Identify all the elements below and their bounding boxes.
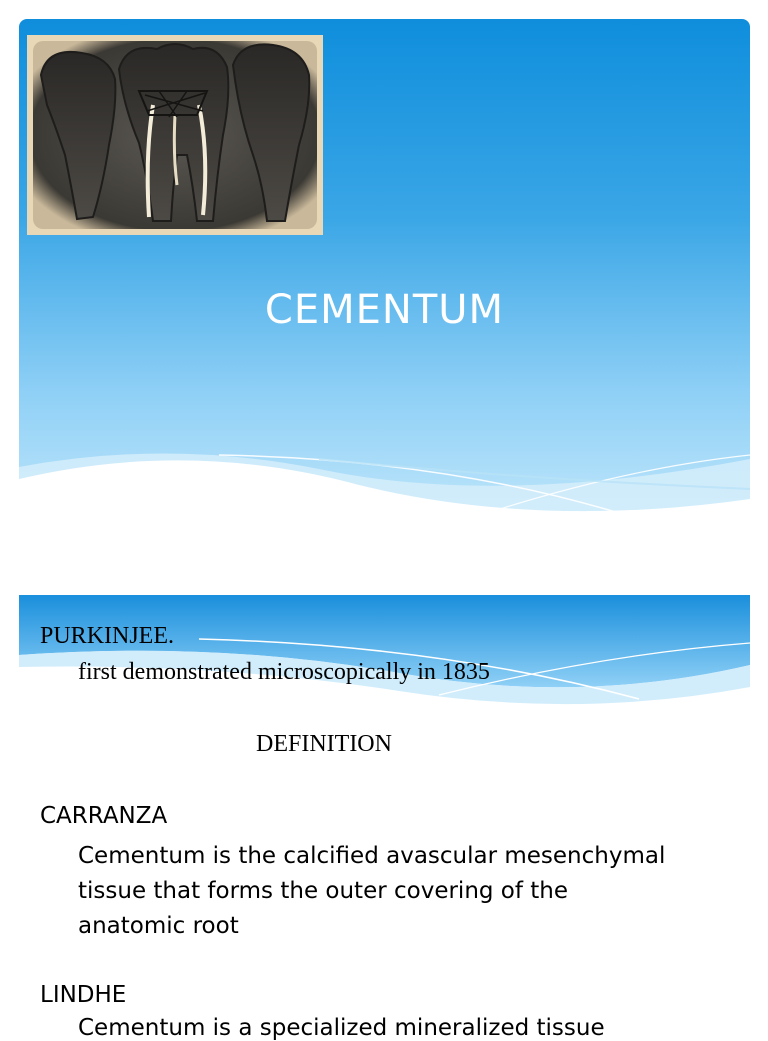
title-slide bbox=[19, 19, 750, 539]
slide-title: CEMENTUM bbox=[264, 287, 505, 333]
dental-radiograph-image bbox=[27, 35, 323, 235]
wave-decoration bbox=[19, 419, 750, 539]
header-wave-decoration bbox=[19, 595, 750, 715]
carranza-line: Cementum is the calcified avascular mesenchymal bbox=[78, 843, 666, 869]
carranza-line: tissue that forms the outer covering of the bbox=[78, 878, 569, 904]
definition-title: DEFINITION bbox=[256, 731, 392, 757]
carranza-line: anatomic root bbox=[78, 913, 239, 939]
intro-text: first demonstrated microscopically in 1835 bbox=[78, 659, 490, 685]
carranza-definition bbox=[78, 839, 665, 944]
carranza-heading: CARRANZA bbox=[40, 803, 168, 829]
lindhe-definition-partial: Cementum is a specialized mineralized tissue bbox=[78, 1015, 605, 1041]
content-slide bbox=[19, 595, 750, 1041]
heading-purkinjee: PURKINJEE. bbox=[40, 623, 175, 649]
lindhe-heading: LINDHE bbox=[40, 982, 127, 1008]
